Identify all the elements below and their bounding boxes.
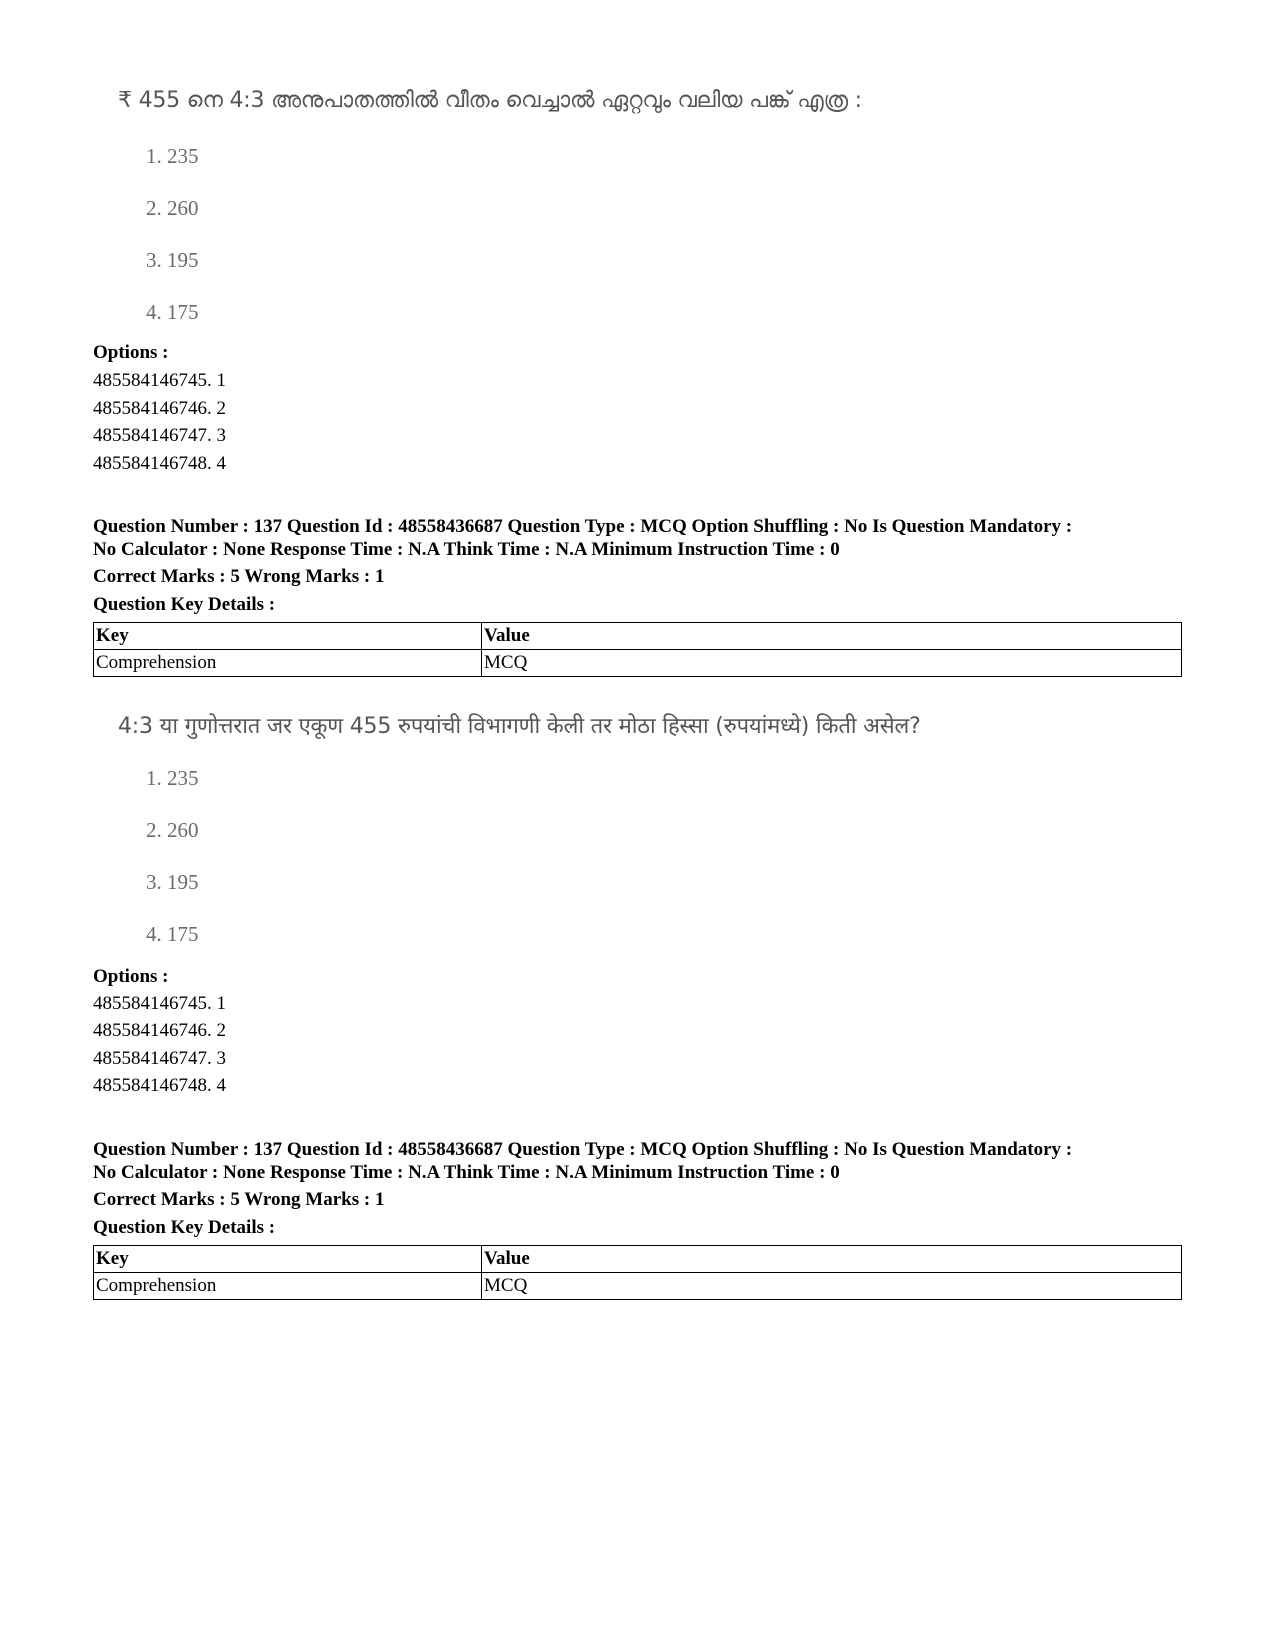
table-header-row [94, 623, 1182, 650]
question-1-choice-3: 3. 195 [146, 248, 199, 272]
options-heading-2: Options : [93, 966, 169, 987]
option-id-1-1: 485584146745. 1 [93, 370, 226, 391]
key-details-table [93, 1245, 1182, 1300]
options-heading-1: Options : [93, 342, 169, 363]
table-header-value: Value [482, 623, 1182, 650]
table-cell-key: Comprehension [94, 650, 482, 677]
option-id-2-3: 485584146747. 3 [93, 1048, 226, 1069]
option-id-2-2: 485584146746. 2 [93, 1020, 226, 1041]
question-meta-line-2: No Calculator : None Response Time : N.A Think Time : N.A Minimum Instruction Time : 0 [93, 539, 840, 560]
question-meta-line-2: No Calculator : None Response Time : N.A Think Time : N.A Minimum Instruction Time : 0 [93, 1162, 840, 1183]
table-cell-value: MCQ [482, 1273, 1182, 1300]
table-header-row [94, 1246, 1182, 1273]
question-2-text: 4:3 या गुणोत्तरात जर एकूण 455 रुपयांची विभागणी केली तर मोठा हिस्सा (रुपयांमध्ये) किती असेल? [118, 714, 921, 739]
question-meta-line-1: Question Number : 137 Question Id : 48558436687 Question Type : MCQ Option Shuffling : No Is Question Mandatory : [93, 516, 1073, 537]
question-1-choice-2: 2. 260 [146, 196, 199, 220]
table-row [94, 1273, 1182, 1300]
option-id-2-1: 485584146745. 1 [93, 993, 226, 1014]
question-1-choice-1: 1. 235 [146, 144, 199, 168]
table-row [94, 650, 1182, 677]
option-id-2-4: 485584146748. 4 [93, 1075, 226, 1096]
question-1-text: ₹ 455 നെ 4:3 അനുപാതത്തിൽ വീതം വെച്ചാൽ ഏറ്റവും വലിയ പങ്ക് എത്ര : [118, 88, 862, 113]
table-cell-value: MCQ [482, 650, 1182, 677]
table-header-key: Key [94, 1246, 482, 1273]
key-details-heading: Question Key Details : [93, 1217, 276, 1238]
question-2-choice-3: 3. 195 [146, 870, 199, 894]
table-header-value: Value [482, 1246, 1182, 1273]
marks-line: Correct Marks : 5 Wrong Marks : 1 [93, 566, 385, 587]
option-id-1-4: 485584146748. 4 [93, 453, 226, 474]
option-id-1-2: 485584146746. 2 [93, 398, 226, 419]
question-2-choice-4: 4. 175 [146, 922, 199, 946]
table-header-key: Key [94, 623, 482, 650]
key-details-table [93, 622, 1182, 677]
question-meta-line-1: Question Number : 137 Question Id : 48558436687 Question Type : MCQ Option Shuffling : No Is Question Mandatory : [93, 1139, 1073, 1160]
question-2-choice-2: 2. 260 [146, 818, 199, 842]
question-1-choice-4: 4. 175 [146, 300, 199, 324]
option-id-1-3: 485584146747. 3 [93, 425, 226, 446]
table-cell-key: Comprehension [94, 1273, 482, 1300]
key-details-heading: Question Key Details : [93, 594, 276, 615]
question-2-choice-1: 1. 235 [146, 766, 199, 790]
marks-line: Correct Marks : 5 Wrong Marks : 1 [93, 1189, 385, 1210]
